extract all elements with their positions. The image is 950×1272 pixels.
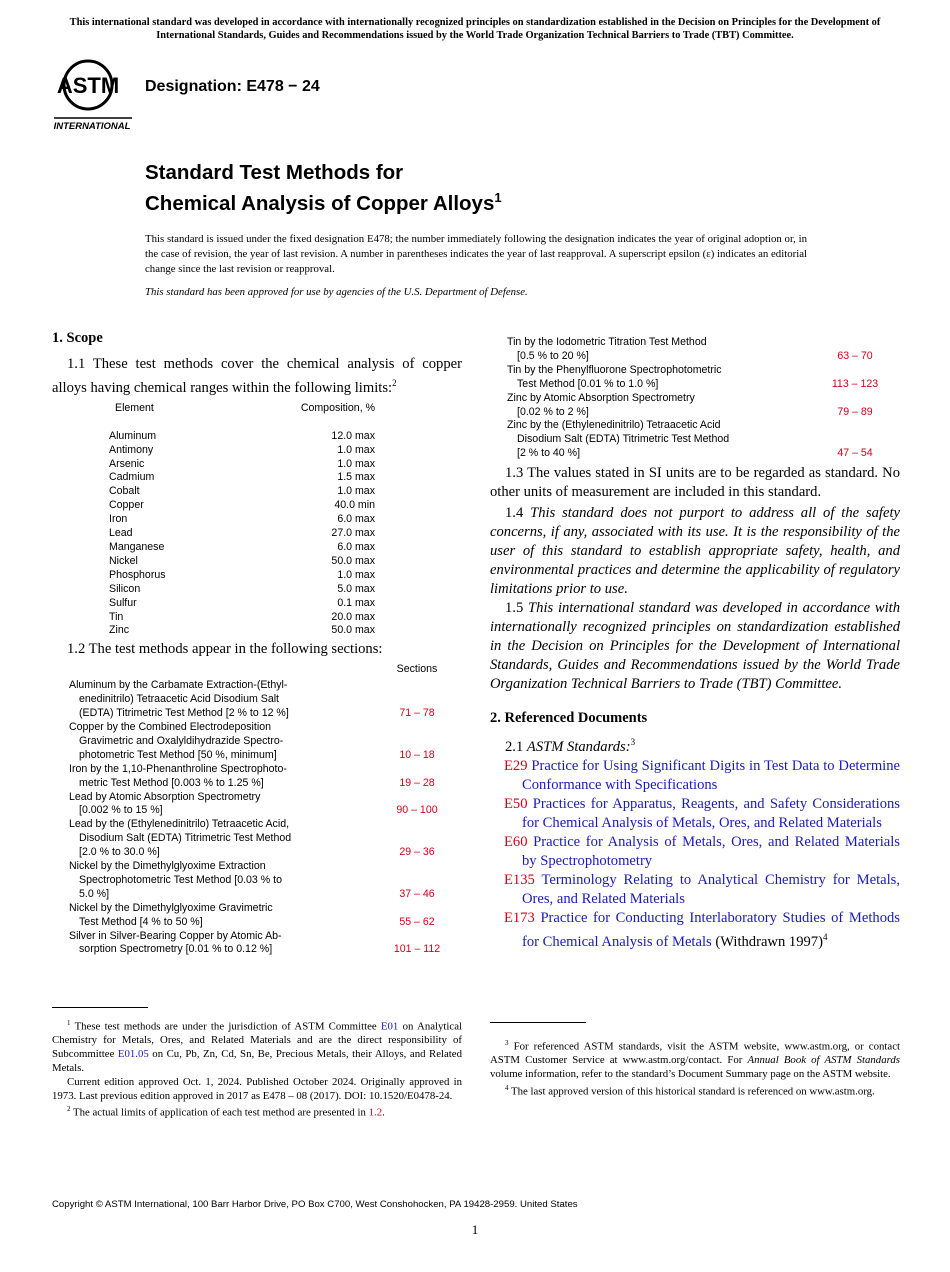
reference-code-link[interactable]: E29	[504, 758, 528, 775]
page-number: 1	[471, 1222, 479, 1237]
document-title	[145, 160, 502, 216]
composition-header-composition: Composition, %	[300, 401, 375, 414]
section-entry-line: Silver in Silver-Bearing Copper by Atomic Ab-	[69, 929, 282, 942]
section-range-link[interactable]: 101 – 112	[393, 943, 441, 956]
reference-code-link[interactable]: E50	[504, 796, 528, 813]
reference-footnote-ref: 4	[822, 932, 828, 943]
section-entry-line: Disodium Salt (EDTA) Titrimetric Test Method	[79, 832, 292, 845]
section-range-link[interactable]: 55 – 62	[399, 915, 435, 928]
composition-element: Silicon	[109, 582, 141, 595]
para-2-1	[490, 733, 900, 757]
composition-element: Cadmium	[109, 471, 155, 484]
title-line-2: Chemical Analysis of Copper Alloys	[145, 191, 495, 215]
para-1-4-text: This standard does not purport to address all of the safety concerns, if any, associated with its use. It is the responsibility of the user of this standard to establish appropriate safety, health, and environmental practices and determine the applicability of regulatory limitations prior to use.	[490, 505, 900, 598]
link-e01-05[interactable]: E01.05	[117, 1048, 149, 1061]
sections-list-right	[507, 336, 900, 461]
composition-row	[109, 583, 375, 597]
composition-value: 1.0 max	[337, 443, 375, 456]
composition-row	[109, 527, 375, 541]
footnote-2-end: .	[382, 1106, 385, 1119]
logo-subtext: INTERNATIONAL	[53, 121, 131, 132]
para-1-2: 1.2 The test methods appear in the following sections:	[67, 641, 383, 658]
title-footnote-ref: 1	[494, 190, 502, 205]
section-range-link[interactable]: 37 – 46	[399, 887, 435, 900]
referenced-standards-list	[490, 757, 900, 952]
section-entry-line: [0.5 % to 20 %]	[517, 349, 589, 362]
section-entry	[69, 902, 462, 930]
composition-value: 27.0 max	[331, 527, 375, 540]
section-entry-line: Nickel by the Dimethylglyoxime Extraction	[69, 860, 266, 873]
section-entry-line: Spectrophotometric Test Method [0.03 % to	[79, 873, 282, 886]
composition-row	[109, 611, 375, 625]
reference-e50	[490, 795, 900, 833]
section-entry-line: (EDTA) Titrimetric Test Method [2 % to 12 %]	[79, 707, 289, 720]
section-entry	[507, 419, 900, 461]
section-entry-line: Copper by the Combined Electrodeposition	[69, 720, 271, 733]
section-entry-line: Lead by Atomic Absorption Spectrometry	[69, 790, 261, 803]
composition-header-element: Element	[115, 401, 154, 414]
composition-element: Lead	[109, 527, 133, 540]
section-entry-name	[507, 419, 772, 461]
copyright-line: Copyright © ASTM International, 100 Barr Harbor Drive, PO Box C700, West Conshohocken, PA 19428-2959. United States	[52, 1199, 578, 1210]
section-range-link[interactable]: 19 – 28	[399, 776, 435, 789]
section-entry-line: 5.0 %]	[79, 887, 110, 900]
section-entry-name	[507, 392, 772, 420]
composition-element: Copper	[109, 499, 144, 512]
para-1-1	[52, 355, 462, 398]
footnote-2-text: The actual limits of application of each test method are presented in	[73, 1106, 366, 1119]
footnote-1-num: 1	[67, 1019, 71, 1027]
section-range-link[interactable]: 90 – 100	[396, 804, 438, 817]
section-entry-line: [0.02 % to 2 %]	[517, 405, 589, 418]
footnote-rule-right	[490, 1022, 586, 1023]
footnote-3	[490, 1037, 900, 1082]
footnotes-right	[490, 1037, 900, 1099]
footnote-1-text-b: on Analytical Chemistry for Metals, Ores, and Related Materials and are the direct responsibility of Subcommittee	[52, 1020, 462, 1061]
composition-value: 5.0 max	[337, 582, 375, 595]
composition-value: 0.1 max	[337, 596, 375, 609]
composition-row	[109, 430, 375, 444]
section-2-heading: 2. Referenced Documents	[490, 710, 648, 727]
composition-value: 12.0 max	[331, 429, 375, 442]
logo-text: ASTM	[56, 73, 120, 98]
para-2-1-text: ASTM Standards:	[526, 739, 631, 756]
footnotes-left	[52, 1017, 462, 1121]
composition-row	[109, 541, 375, 555]
section-entry-line: Tin by the Phenylfluorone Spectrophotometric	[507, 363, 722, 376]
section-entry-name	[507, 364, 772, 392]
para-1-1-fn: 2	[392, 378, 397, 388]
para-1-5	[490, 599, 900, 694]
composition-element: Antimony	[109, 443, 154, 456]
reference-title-link[interactable]: Practice for Analysis of Metals, Ores, and Related Materials by Spectrophotometry	[522, 834, 900, 870]
section-entry-line: Test Method [4 % to 50 %]	[79, 915, 203, 928]
reference-title-link[interactable]: Practice for Using Significant Digits in Test Data to Determine Conformance with Specifications	[522, 758, 900, 794]
designation-number: E478 − 24	[246, 78, 320, 95]
composition-value: 50.0 max	[331, 554, 375, 567]
section-entry	[507, 336, 900, 364]
section-entry	[69, 763, 462, 791]
composition-value: 6.0 max	[337, 541, 375, 554]
para-2-1-num: 2.1	[505, 739, 524, 756]
footnote-1-text-a: These test methods are under the jurisdiction of ASTM Committee	[74, 1020, 377, 1033]
composition-value: 20.0 max	[331, 610, 375, 623]
section-entry-line: Iron by the 1,10-Phenanthroline Spectrophoto-	[69, 762, 287, 775]
section-entry-name	[69, 679, 334, 721]
link-1-2[interactable]: 1.2	[368, 1106, 383, 1119]
section-entry-line: Aluminum by the Carbamate Extraction-(Ethyl-	[69, 679, 288, 692]
composition-element: Iron	[109, 513, 128, 526]
section-entry-name	[69, 763, 334, 791]
section-entry	[69, 721, 462, 763]
composition-row	[109, 485, 375, 499]
para-1-5-num: 1.5	[505, 600, 524, 617]
section-entry-name	[69, 721, 334, 763]
para-1-4-num: 1.4	[505, 505, 524, 522]
footnote-4-text: The last approved version of this historical standard is referenced on www.astm.org.	[511, 1085, 875, 1098]
footnote-1	[52, 1017, 462, 1076]
reference-code-link[interactable]: E173	[504, 910, 535, 927]
section-entry-line: [2 % to 40 %]	[517, 447, 581, 460]
section-range-link[interactable]: 79 – 89	[837, 405, 873, 418]
composition-value: 1.5 max	[337, 471, 375, 484]
footnote-4-num: 4	[505, 1083, 509, 1092]
section-range-link[interactable]: 63 – 70	[837, 349, 873, 362]
section-entry-name	[69, 902, 334, 930]
para-1-3: 1.3 The values stated in SI units are to be regarded as standard. No other units of measurement are included in this standard.	[490, 465, 900, 501]
section-entry-name	[69, 930, 334, 958]
section-range-link[interactable]: 29 – 36	[399, 846, 435, 859]
composition-row	[109, 624, 375, 638]
link-e01[interactable]: E01	[380, 1020, 399, 1033]
section-range-link[interactable]: 47 – 54	[837, 447, 873, 460]
section-entry-line: Test Method [0.01 % to 1.0 %]	[517, 377, 659, 390]
reference-e60	[490, 833, 900, 871]
footnote-3-text-a: For referenced ASTM standards, visit the ASTM website, www.astm.org, or contact ASTM Customer Service at www.astm.org/contact. For	[490, 1040, 900, 1067]
footnote-1-text-c: on Cu, Pb, Zn, Cd, Sn, Be, Precious Metals, their Alloys, and Related Metals.	[52, 1048, 462, 1074]
reference-title-link[interactable]: Practice for Conducting Interlaboratory Studies of Methods for Chemical Analysis of Metals	[522, 910, 900, 950]
section-entry	[507, 364, 900, 392]
section-entry-line: Disodium Salt (EDTA) Titrimetric Test Method	[517, 433, 730, 446]
footnote-3-num: 3	[505, 1039, 509, 1047]
composition-row	[109, 499, 375, 513]
composition-element: Phosphorus	[109, 568, 166, 581]
footnote-4	[490, 1082, 900, 1099]
section-entry-line: [0.002 % to 15 %]	[79, 804, 163, 817]
reference-code-link[interactable]: E60	[504, 834, 528, 851]
tbt-notice: This international standard was developed in accordance with internationally recognized principles on standardization established in the Decision on Principles for the Development of International Standards, Guides and Recommendations issued by the World Trade Organization Technical Barriers to Trade (TBT) Committee.	[69, 17, 881, 41]
section-entry-line: photometric Test Method [50 %, minimum]	[79, 748, 277, 761]
reference-title-link[interactable]: Practices for Apparatus, Reagents, and Safety Considerations for Chemical Analysis of Metals, Ores, and Related Materials	[522, 796, 900, 832]
composition-element: Manganese	[109, 541, 165, 554]
section-entry-line: Lead by the (Ethylenedinitrilo) Tetraacetic Acid,	[69, 818, 290, 831]
title-line-1: Standard Test Methods for	[145, 161, 404, 184]
section-entry	[69, 860, 462, 902]
composition-element: Sulfur	[109, 596, 137, 609]
composition-element: Nickel	[109, 554, 138, 567]
composition-row	[109, 569, 375, 583]
footnote-2	[52, 1103, 462, 1120]
section-entry	[69, 818, 462, 860]
para-1-4	[490, 504, 900, 599]
composition-row	[109, 597, 375, 611]
composition-row	[109, 555, 375, 569]
section-range-link[interactable]: 113 – 123	[831, 377, 879, 390]
designation	[145, 78, 320, 96]
reference-note: (Withdrawn 1997)	[711, 933, 823, 950]
designation-label: Designation:	[145, 78, 242, 95]
sections-table-right	[490, 336, 900, 461]
section-entry	[69, 679, 462, 721]
reference-e135	[490, 871, 900, 909]
right-column	[490, 336, 901, 1098]
section-range-link[interactable]: 10 – 18	[399, 748, 435, 761]
composition-value: 1.0 max	[337, 485, 375, 498]
approval-statement: This standard has been approved for use by agencies of the U.S. Department of Defense.	[145, 286, 528, 298]
para-1-1-text: 1.1 These test methods cover the chemical analysis of copper alloys having chemical ranges within the following limits:	[52, 356, 462, 396]
section-entry	[69, 930, 462, 958]
composition-value: 1.0 max	[337, 457, 375, 470]
footnote-3-text-b: volume information, refer to the standard’s Document Summary page on the ASTM website.	[490, 1068, 891, 1081]
footnote-3-italic: Annual Book of ASTM Standards	[747, 1054, 900, 1067]
section-entry-name	[69, 791, 334, 819]
composition-element: Tin	[109, 610, 124, 623]
issued-statement: This standard is issued under the fixed designation E478; the number immediately following the designation indicates the year of original adoption or, in the case of revision, the year of last revision. A number in parentheses indicates the year of last reapproval. A superscript epsilon (ε) indicates an editorial change since the last revision or reapproval.	[145, 233, 807, 275]
section-entry-line: Zinc by the (Ethylenedinitrilo) Tetraacetic Acid	[507, 419, 721, 432]
section-entry-line: Tin by the Iodometric Titration Test Method	[507, 336, 707, 348]
section-entry-line: metric Test Method [0.003 % to 1.25 %]	[79, 776, 264, 789]
composition-value: 40.0 min	[334, 499, 375, 512]
para-1-5-text: This international standard was developed in accordance with internationally recognized principles on standardization established in the Decision on Principles for the Development of International Standards, Guides and Recommendations issued by the World Trade Organization Technical Barriers to Trade (TBT) Committee.	[490, 600, 901, 693]
reference-code-link[interactable]: E135	[504, 872, 535, 889]
section-entry	[69, 791, 462, 819]
astm-logo	[50, 55, 136, 133]
section-1-heading: 1. Scope	[52, 330, 103, 346]
footnote-rule-left	[52, 1007, 148, 1008]
sections-header: Sections	[396, 663, 438, 676]
composition-element: Aluminum	[109, 429, 157, 442]
reference-title-link[interactable]: Terminology Relating to Analytical Chemistry for Metals, Ores, and Related Materials	[522, 872, 900, 908]
composition-value: 1.0 max	[337, 568, 375, 581]
reference-e29	[490, 757, 900, 795]
sections-table-left	[52, 663, 462, 957]
section-entry-line: Gravimetric and Oxalyldihydrazide Spectro-	[79, 734, 284, 747]
section-range-link[interactable]: 71 – 78	[399, 707, 435, 720]
composition-row	[109, 513, 375, 527]
section-entry	[507, 392, 900, 420]
section-entry-line: [2.0 % to 30.0 %]	[79, 846, 160, 859]
footnote-2-num: 2	[67, 1105, 71, 1114]
left-column	[52, 330, 462, 1119]
section-entry-line: sorption Spectrometry [0.01 % to 0.12 %]	[79, 943, 273, 956]
reference-e173	[490, 909, 900, 952]
section-entry-line: enedinitrilo) Tetraacetic Acid Disodium Salt	[79, 693, 280, 706]
composition-element: Zinc	[109, 624, 130, 637]
composition-table	[109, 402, 375, 639]
footnote-edition: Current edition approved Oct. 1, 2024. Published October 2024. Originally approved in 1973. Last previous edition approved in 2017 as E478 – 08 (2017). DOI: 10.1520/E0478-24.	[52, 1075, 462, 1102]
composition-element: Cobalt	[109, 485, 140, 498]
composition-table-body	[109, 430, 375, 639]
para-2-1-fn: 3	[630, 737, 636, 748]
section-entry-line: Nickel by the Dimethylglyoxime Gravimetric	[69, 901, 273, 914]
composition-row	[109, 458, 375, 472]
section-entry-name	[69, 818, 334, 860]
composition-row	[109, 471, 375, 485]
composition-element: Arsenic	[109, 457, 145, 470]
sections-list-left	[69, 679, 462, 957]
composition-value: 50.0 max	[331, 624, 375, 637]
section-entry-name	[69, 860, 334, 902]
section-entry-name	[507, 336, 772, 364]
section-entry-line: Zinc by Atomic Absorption Spectrometry	[507, 391, 695, 404]
composition-row	[109, 444, 375, 458]
astm-logo-icon	[50, 55, 136, 133]
composition-value: 6.0 max	[337, 513, 375, 526]
